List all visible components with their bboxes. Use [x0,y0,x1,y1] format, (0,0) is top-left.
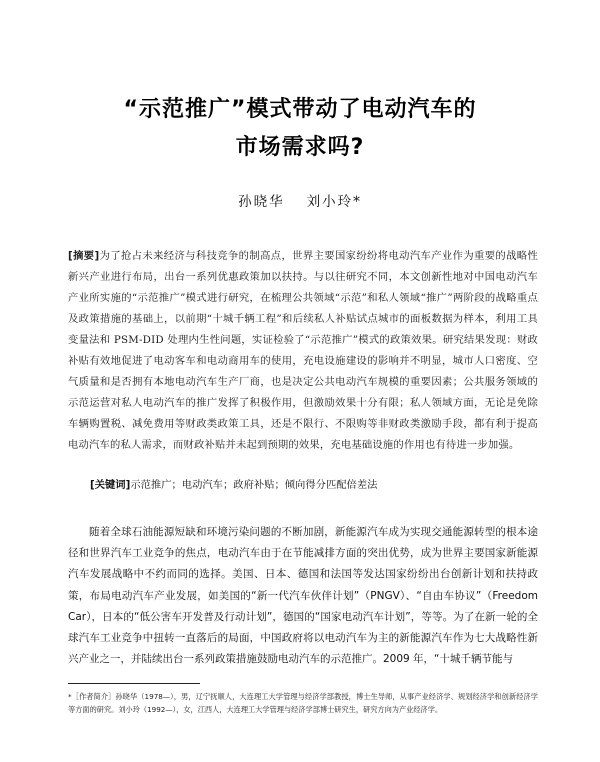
footnote-divider [68,683,200,684]
author-1: 孙晓华 [238,194,285,210]
body-paragraph-1: 随着全球石油能源短缺和环境污染问题的不断加剧，新能源汽车成为实现交通能源转型的根本途径和世界汽车工业竞争的焦点，电动汽车由于在节能减排方面的突出优势，成为世界主要国家新能源汽车发展战略中不约而同的选择。美国、日本、德国和法国等发达国家纷纷出台创新计划和扶持政策，布局电动汽车产业发展，如美国的“新一代汽车伙伴计划”（PNGV）、“自由车协议”（Freedom Car），日本的“低公害车开发普及行动计划”，德国的“国家电动汽车计划”，等等。为了在新一轮的全球汽车工业竞争中扭转一直落后的局面，中国政府将以电动汽车为主的新能源汽车作为七大战略性新兴产业之一，并陆续出台一系列政策措施鼓励电动汽车的示范推广。2009 年，“十城千辆节能与 [68,526,538,666]
author-footnote: *［作者简介］孙晓华（1978—），男，辽宁抚顺人，大连理工大学管理与经济学部教授，博士生导师，从事产业经济学、规划经济学和创新经济学等方面的研究。刘小玲（1992—），女，江西人，大连理工大学管理与经济学部博士研究生，研究方向为产业经济学。 [68,692,538,714]
paper-title-line-1: “示范推广”模式带动了电动汽车的 [123,97,477,122]
abstract-label: [摘要] [68,250,100,262]
abstract [68,246,538,456]
keywords-label: [关键词] [90,479,131,491]
abstract-text: 为了抢占未来经济与科技竞争的制高点，世界主要国家纷纷将电动汽车产业作为重要的战略性新兴产业进行布局，出台一系列优惠政策加以扶持。与以往研究不同，本文创新性地对中国电动汽车产业所实施的“示范推广”模式进行研究，在梳理公共领域“示范”和私人领域“推广”两阶段的战略重点及政策措施的基础上，以前期“十城千辆工程”和后续私人补贴试点城市的面板数据为样本，利用工具变量法和 PSM-DID 处理内生性问题，实证检验了“示范推广”模式的政策效果。研究结果发现：财政补贴有效地促进了电动客车和电动商用车的使用，充电设施建设的影响并不明显，城市人口密度、空气质量和是否拥有本地电动汽车生产厂商，也是决定公共电动汽车规模的重要因素；公共服务领域的示范运营对私人电动汽车的推广发挥了积极作用，但激励效果十分有限；私人领域方面，无论是免除车辆购置税、减免费用等财政类政策工具，还是不限行、不限购等非财政类激励手段，都有利于提高电动汽车的私人需求，而财政补贴并未起到预期的效果，充电基础设施的作用也有待进一步加强。 [68,250,539,451]
keywords [90,475,538,496]
keywords-text: 示范推广；电动汽车；政府补贴；倾向得分匹配倍差法 [130,479,378,491]
author-2: 刘小玲* [306,194,362,210]
author-line [0,190,600,210]
paper-title-line-2: 市场需求吗? [235,135,365,160]
